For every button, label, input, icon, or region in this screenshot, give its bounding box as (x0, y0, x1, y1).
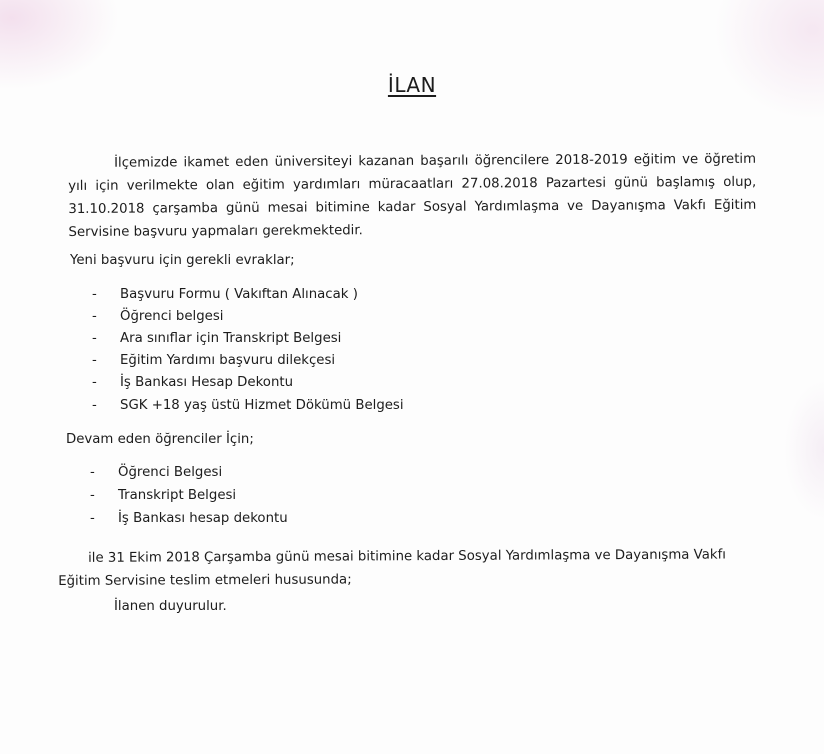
bullet-dash: - (90, 511, 95, 526)
list-item-label: Transkript Belgesi (118, 488, 237, 503)
closing-text: İlanen duyurulur. (114, 599, 227, 614)
list-item-label: İş Bankası hesap dekontu (118, 511, 288, 526)
list-item-label: Ara sınıflar için Transkript Belgesi (120, 331, 342, 346)
bullet-dash: - (90, 465, 95, 480)
new-applications-heading: Yeni başvuru için gerekli evraklar; (70, 253, 295, 268)
bullet-dash: - (92, 309, 97, 324)
bullet-dash: - (92, 353, 97, 368)
list-item-label: Öğrenci belgesi (120, 309, 224, 324)
continuing-students-heading: Devam eden öğrenciler İçin; (66, 432, 254, 447)
bullet-dash: - (92, 375, 97, 390)
intro-paragraph: İlçemizde ikamet eden üniversiteyi kazanan başarılı öğrencilere 2018-2019 eğitim ve öğretim yılı için verilmekte olan eğitim yardımları müracaatları 27.08.2018 Pazartesi günü başlamış olup, 31.10.2018 çarşamba günü mesai bitimine kadar Sosyal Yardımlaşma ve Dayanışma Vakfı Eğitim Servisine başvuru yapmaları gerekmektedir. (68, 151, 757, 240)
document-title: İLAN (387, 73, 437, 97)
list-item-label: Öğrenci Belgesi (118, 465, 223, 480)
list-item-label: SGK +18 yaş üstü Hizmet Dökümü Belgesi (120, 398, 404, 413)
bullet-dash: - (92, 331, 97, 346)
list-item-label: İş Bankası Hesap Dekontu (120, 375, 294, 390)
bullet-dash: - (92, 398, 97, 413)
list-item-label: Başvuru Formu ( Vakıftan Alınacak ) (120, 287, 358, 302)
bullet-dash: - (92, 287, 97, 302)
scan-smudge (784, 380, 824, 520)
list-item-label: Eğitim Yardımı başvuru dilekçesi (120, 353, 336, 368)
deadline-paragraph: ile 31 Ekim 2018 Çarşamba günü mesai bitimine kadar Sosyal Yardımlaşma ve Dayanışma Vakfı Eğitim Servisine teslim etmeleri hususunda; (58, 547, 726, 589)
bullet-dash: - (90, 488, 95, 503)
scan-smudge (714, 0, 824, 120)
